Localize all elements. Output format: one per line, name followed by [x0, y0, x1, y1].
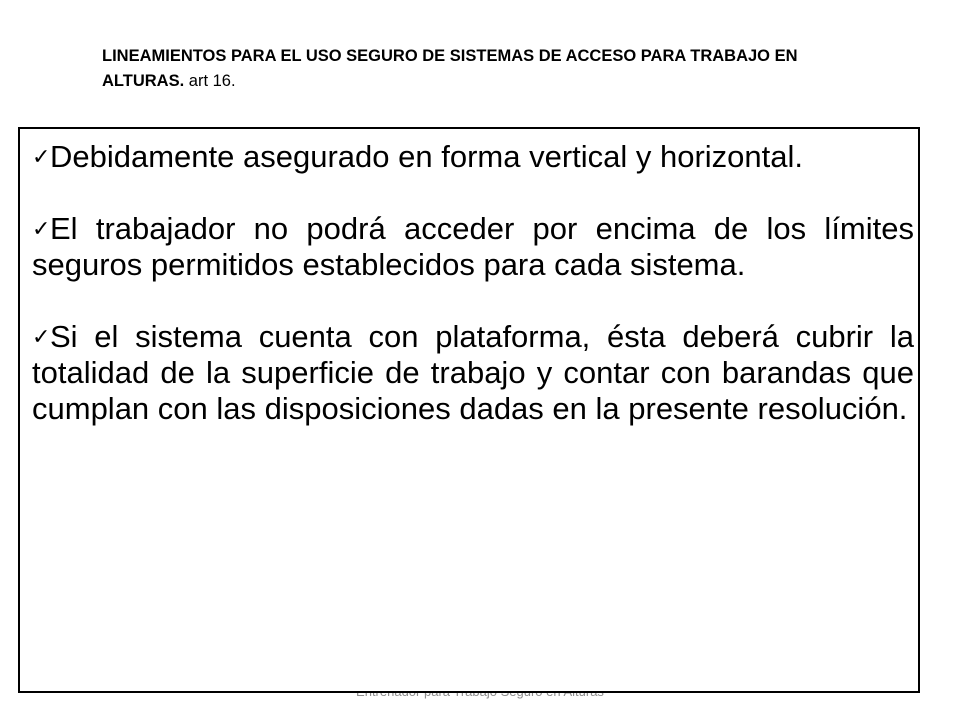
check-mark-icon: ✓ — [32, 216, 51, 241]
slide-title-heading: LINEAMIENTOS PARA EL USO SEGURO DE SISTEMAS DE ACCESO PARA TRABAJO EN ALTURAS. — [102, 47, 798, 90]
bullet-list — [32, 139, 914, 463]
slide-title — [102, 44, 822, 94]
list-item — [32, 139, 914, 175]
check-mark-icon: ✓ — [32, 324, 51, 349]
slide-title-reference: art 16. — [184, 72, 236, 90]
list-item — [32, 211, 914, 283]
bullet-text: Si el sistema cuenta con plataforma, ésta deberá cubrir la totalidad de la superficie de trabajo y contar con barandas que cumplan con las disposiciones dadas en la presente resolución. — [32, 319, 914, 426]
list-item — [32, 319, 914, 427]
content-box — [18, 127, 920, 693]
bullet-text: Debidamente asegurado en forma vertical y horizontal. — [50, 139, 804, 174]
check-mark-icon: ✓ — [32, 144, 51, 169]
bullet-text: El trabajador no podrá acceder por encima de los límites seguros permitidos establecidos para cada sistema. — [32, 211, 914, 282]
